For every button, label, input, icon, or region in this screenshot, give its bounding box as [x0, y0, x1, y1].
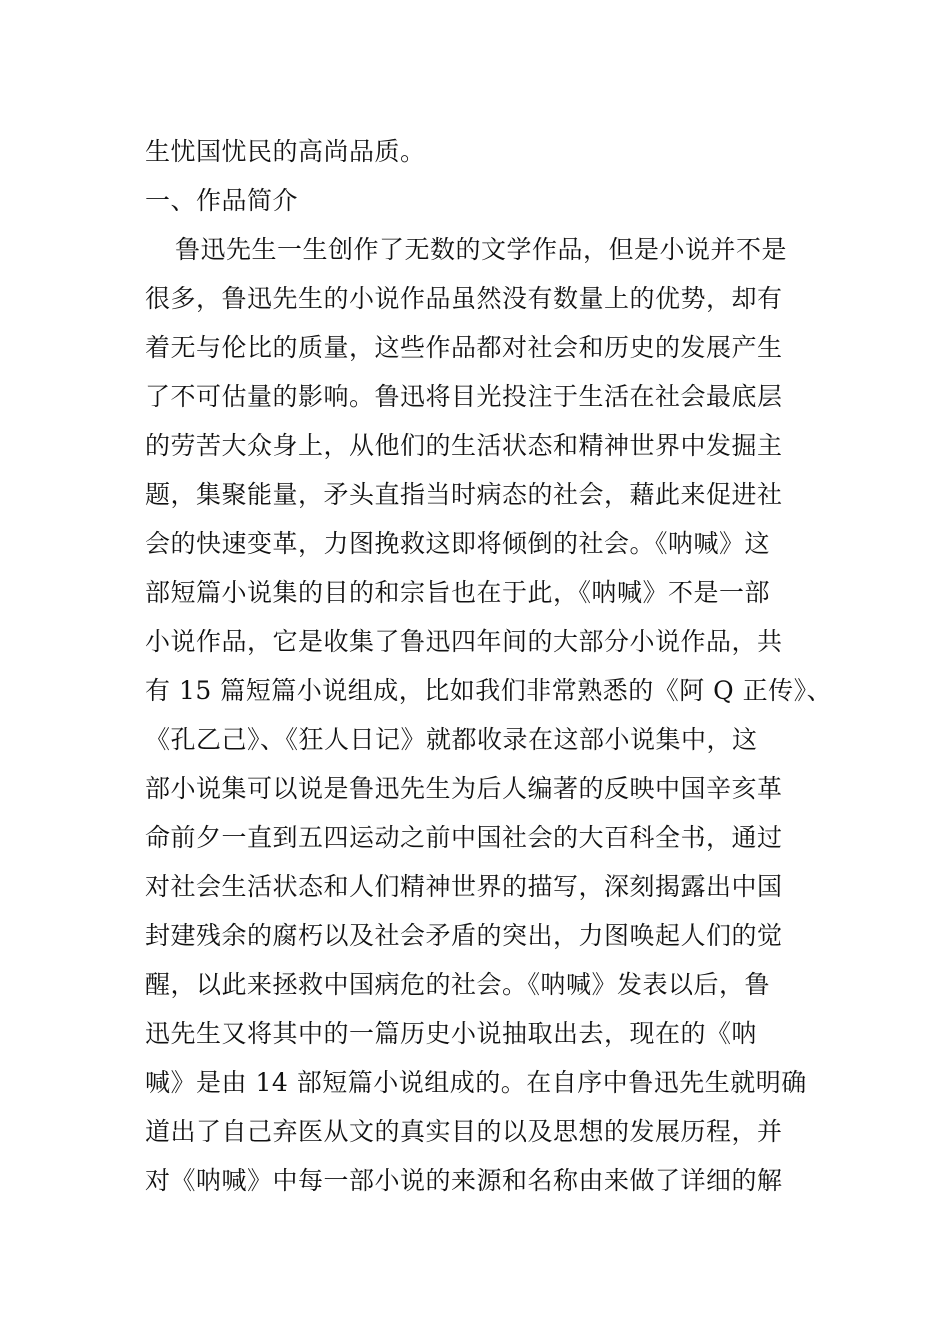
- paragraph-line: 醒，以此来拯救中国病危的社会。《呐喊》发表以后，鲁: [145, 970, 771, 999]
- paragraph-line: 着无与伦比的质量，这些作品都对社会和历史的发展产生: [145, 333, 783, 362]
- paragraph-line: 《孔乙己》、《狂人日记》就都收录在这部小说集中，这: [145, 725, 758, 754]
- paragraph-line: 对社会生活状态和人们精神世界的描写，深刻揭露出中国: [145, 872, 783, 901]
- paragraph-line: 喊》是由 14 部短篇小说组成的。在自序中鲁迅先生就明确: [145, 1068, 807, 1097]
- continuation-line: 生忧国忧民的高尚品质。: [145, 137, 426, 166]
- paragraph-line: 迅先生又将其中的一篇历史小说抽取出去，现在的《呐: [145, 1019, 758, 1048]
- paragraph-line: 封建残余的腐朽以及社会矛盾的突出，力图唤起人们的觉: [145, 921, 783, 950]
- document-text-block: [145, 127, 833, 1205]
- paragraph-line: 小说作品，它是收集了鲁迅四年间的大部分小说作品，共: [145, 627, 783, 656]
- paragraph-line: 对《呐喊》中每一部小说的来源和名称由来做了详细的解: [145, 1166, 783, 1195]
- paragraph-line: 题，集聚能量，矛头直指当时病态的社会，藉此来促进社: [145, 480, 783, 509]
- paragraph-line: 有 15 篇短篇小说组成，比如我们非常熟悉的《阿 Q 正传》、: [145, 676, 833, 705]
- paragraph-line: 部短篇小说集的目的和宗旨也在于此，《呐喊》不是一部: [145, 578, 771, 607]
- paragraph-line: 的劳苦大众身上，从他们的生活状态和精神世界中发掘主: [145, 431, 783, 460]
- section-heading: 一、作品简介: [145, 186, 299, 215]
- paragraph-line: 部小说集可以说是鲁迅先生为后人编著的反映中国辛亥革: [145, 774, 783, 803]
- paragraph-line: 会的快速变革，力图挽救这即将倾倒的社会。《呐喊》这: [145, 529, 771, 558]
- paragraph-line: 很多，鲁迅先生的小说作品虽然没有数量上的优势，却有: [145, 284, 783, 313]
- paragraph-line: 了不可估量的影响。鲁迅将目光投注于生活在社会最底层: [145, 382, 783, 411]
- paragraph-line: 道出了自己弃医从文的真实目的以及思想的发展历程，并: [145, 1117, 783, 1146]
- paragraph-line: 命前夕一直到五四运动之前中国社会的大百科全书，通过: [145, 823, 783, 852]
- paragraph-line: 鲁迅先生一生创作了无数的文学作品，但是小说并不是: [175, 235, 788, 264]
